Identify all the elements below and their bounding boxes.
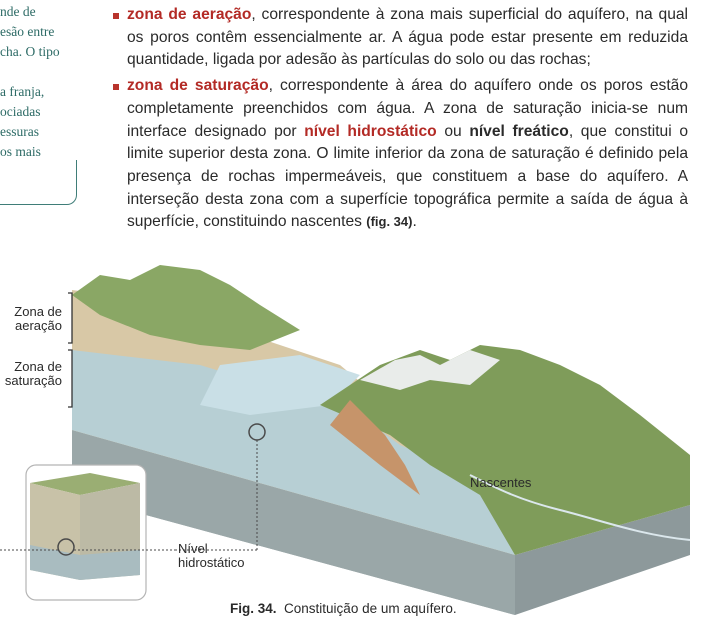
- caption-text: Constituição de um aquífero.: [284, 601, 457, 616]
- caption-number: Fig. 34.: [230, 601, 277, 616]
- term-zona-saturacao: zona de saturação: [127, 77, 269, 95]
- bullet-marker: [113, 84, 119, 90]
- aquifer-illustration: [0, 255, 708, 640]
- main-text: [110, 4, 688, 234]
- sidebar-note: [0, 0, 80, 205]
- figure-caption: [230, 601, 457, 616]
- label-zona-aeracao: Zona de aeração: [14, 304, 62, 333]
- sidebar-note-text-1: nde de esão entre cha. O tipo: [0, 4, 60, 59]
- label-nivel-hidrostatico: Nível hidrostático: [178, 541, 245, 570]
- bracket-aeracao: [68, 293, 72, 343]
- label-zona-saturacao: Zona de saturação: [4, 359, 62, 388]
- sidebar-note-text-2: a franja, ociadas essuras os mais: [0, 84, 45, 159]
- term-nivel-freatico: nível freático: [469, 122, 569, 140]
- aquifer-figure: [0, 255, 708, 640]
- term-nivel-hidrostatico: nível hidrostático: [304, 122, 437, 140]
- bullet-zona-aeracao: zona de aeração, correspondente à zona mais superficial do aquífero, na qual os poros contêm essencialmente ar. A água pode estar presente em reduzida quantidade, ligada por adesão às partículas do solo ou das rochas;: [110, 4, 688, 72]
- bracket-saturacao: [68, 350, 72, 407]
- figure-reference: (fig. 34): [366, 214, 413, 230]
- bullet-marker: [113, 13, 119, 19]
- bullet-zona-saturacao: zona de saturação, correspondente à área do aquífero onde os poros estão completamente preenchidos com água. A zona de saturação inicia-se num interface designado por nível hidrostático ou nível freático, que constitui o limite superior desta zona. O limite inferior da zona de saturação é definido pela presença de rochas impermeáveis, que constituem a base do aquífero. A interseção desta zona com a superfície topográfica permite a saída de água à superfície, constituindo nascentes (fig. 34).: [110, 75, 688, 234]
- sidebar-note-frame: [0, 160, 77, 205]
- term-zona-aeracao: zona de aeração: [127, 6, 252, 23]
- label-nascentes: Nascentes: [470, 475, 532, 490]
